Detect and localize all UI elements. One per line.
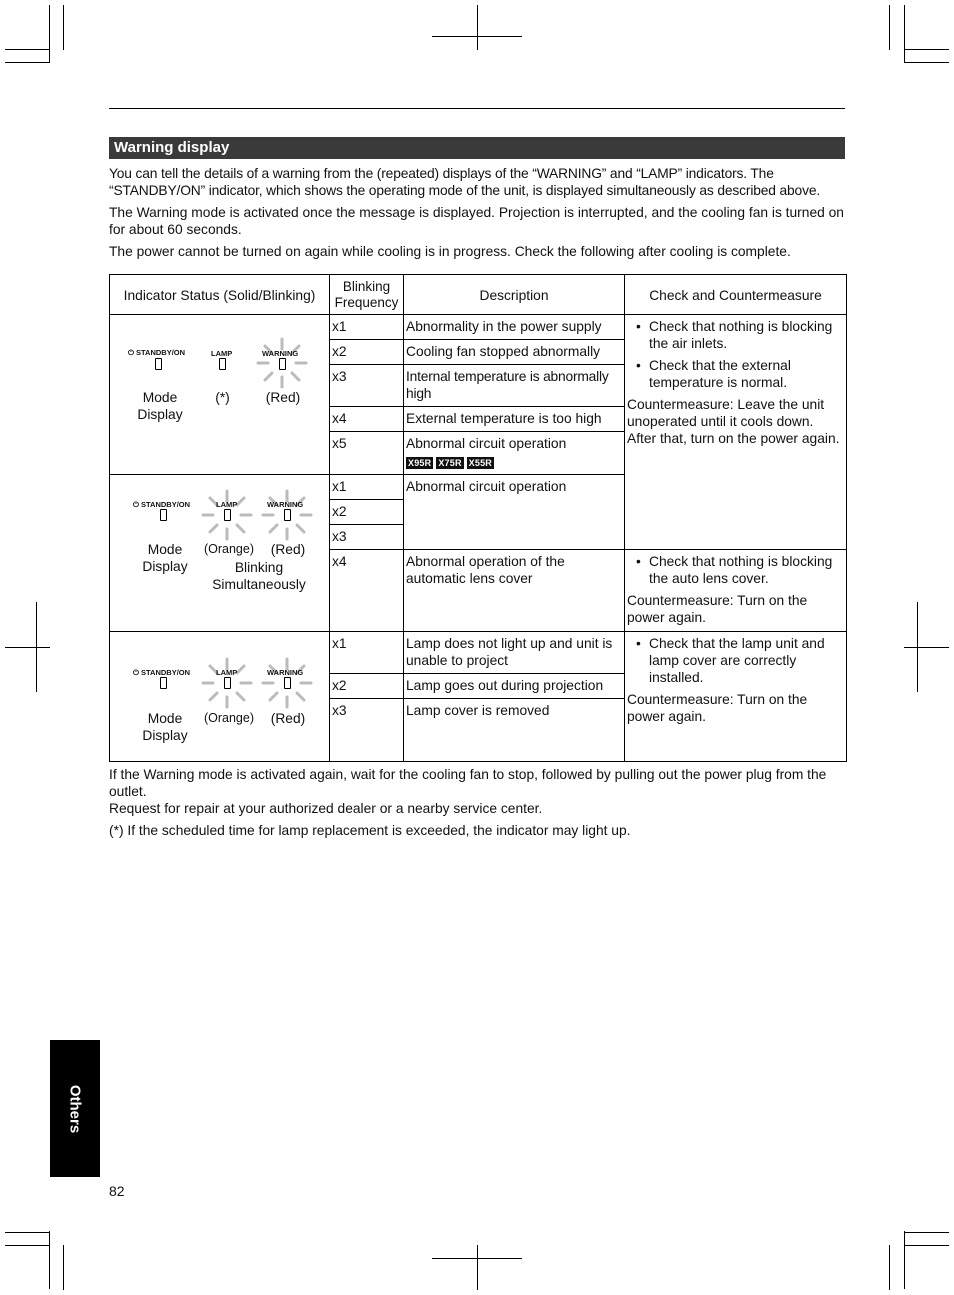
header-rule	[109, 108, 845, 109]
description-cell: Abnormal circuit operation	[404, 475, 625, 550]
mode-display-caption: Mode Display	[142, 711, 188, 743]
description-cell: Lamp does not light up and unit is unable to project	[404, 632, 625, 674]
table-row	[110, 315, 847, 340]
description-cell: Lamp goes out during projection	[404, 674, 625, 699]
page-number: 82	[109, 1183, 125, 1199]
note-3: (*) If the scheduled time for lamp replacement is exceeded, the indicator may light up.	[109, 823, 631, 838]
blinking-caption: Blinking Simultaneously	[212, 560, 306, 592]
power-icon: ⏻	[133, 500, 139, 509]
indicator-cell-group3	[110, 632, 330, 762]
warning-indicator-label: WARNING	[267, 668, 304, 677]
check-bullet: • Check that nothing is blocking the air inlets.	[636, 319, 833, 351]
lamp-lamp-icon	[219, 358, 226, 370]
check-bullet: • Check that nothing is blocking the auto lens cover.	[636, 554, 833, 586]
check-cell-b	[625, 550, 847, 632]
check-cell-c	[625, 632, 847, 762]
table-header-row	[110, 275, 847, 315]
description-text: Abnormal circuit operation	[406, 436, 567, 451]
frequency-cell: x2	[330, 500, 404, 525]
warning-lamp-icon	[284, 509, 291, 521]
warning-table	[109, 274, 847, 762]
lamp-indicator-label: LAMP	[216, 668, 238, 677]
check-bullet: • Check that the external temperature is normal.	[636, 358, 791, 390]
power-icon: ⏻	[133, 668, 139, 677]
intro-paragraph-2: The Warning mode is activated once the message is displayed. Projection is interrupted, and the cooling fan is turned on for about 60 seconds.	[109, 205, 844, 237]
standby-indicator-label: ⏻ STANDBY/ON	[133, 500, 191, 509]
frequency-cell: x3	[330, 699, 404, 762]
indicator-diagram-group1	[110, 315, 330, 474]
standby-indicator-label: ⏻ STANDBY/ON	[133, 668, 191, 677]
model-tag: X55R	[468, 458, 492, 468]
standby-indicator-label: ⏻ STANDBY/ON	[128, 348, 186, 357]
frequency-cell: x4	[330, 550, 404, 632]
frequency-cell: x1	[330, 475, 404, 500]
intro-paragraph-1: You can tell the details of a warning from the (repeated) displays of the “WARNING” and “LAMP” indicators. The “STANDBY/ON” indicator, which shows the operating mode of the unit, is displayed simultaneously as described above.	[109, 166, 821, 198]
description-cell: Internal temperature is abnormally high	[404, 365, 625, 407]
warning-lamp-icon	[284, 677, 291, 689]
warning-caption: (Red)	[270, 711, 306, 726]
model-tag: X95R	[408, 458, 432, 468]
lamp-caption: (*)	[215, 390, 230, 405]
lamp-indicator-label: LAMP	[211, 349, 233, 358]
warning-indicator-label: WARNING	[262, 349, 299, 358]
description-cell: External temperature is too high	[404, 407, 625, 432]
standby-lamp-icon	[155, 358, 162, 370]
check-bullet: • Check that the lamp unit and lamp cover are correctly installed.	[636, 636, 825, 685]
countermeasure-text: Countermeasure: Turn on the power again.	[627, 692, 808, 724]
standby-lamp-icon	[160, 677, 167, 689]
model-tags	[406, 453, 622, 466]
description-cell: Lamp cover is removed	[404, 699, 625, 762]
note-1: If the Warning mode is activated again, wait for the cooling fan to stop, followed by pulling out the power plug from the outlet.	[109, 767, 827, 799]
indicator-diagram-group2	[110, 475, 330, 631]
lamp-lamp-icon	[224, 509, 231, 521]
frequency-cell: x4	[330, 407, 404, 432]
frequency-cell: x2	[330, 340, 404, 365]
warning-lamp-icon	[279, 358, 286, 370]
lamp-caption: (Orange)	[203, 542, 255, 556]
frequency-cell: x1	[330, 315, 404, 340]
mode-display-caption: Mode Display	[137, 390, 183, 422]
side-tab-label: Others	[66, 1084, 84, 1133]
lamp-indicator-label: LAMP	[216, 500, 238, 509]
indicator-cell-group1	[110, 315, 330, 475]
header-frequency: Blinking Frequency	[330, 275, 404, 315]
mode-display-caption: Mode Display	[142, 542, 188, 574]
table-row	[110, 632, 847, 674]
warning-caption: (Red)	[265, 390, 301, 405]
description-cell: Abnormality in the power supply	[404, 315, 625, 340]
frequency-cell: x2	[330, 674, 404, 699]
description-cell: Abnormal operation of the automatic lens cover	[404, 550, 625, 632]
header-check: Check and Countermeasure	[625, 275, 847, 315]
header-description: Description	[404, 275, 625, 315]
intro-paragraph-3: The power cannot be turned on again while cooling is in progress. Check the following after cooling is complete.	[109, 244, 791, 259]
section-title: Warning display	[109, 137, 845, 159]
frequency-cell: x1	[330, 632, 404, 674]
header-indicator: Indicator Status (Solid/Blinking)	[110, 275, 330, 315]
frequency-cell: x3	[330, 525, 404, 550]
side-tab	[50, 1040, 100, 1177]
warning-caption: (Red)	[270, 542, 306, 557]
check-cell-a	[625, 315, 847, 550]
lamp-caption: (Orange)	[203, 711, 255, 725]
power-icon: ⏻	[128, 348, 134, 357]
indicator-diagram-group3	[110, 632, 330, 761]
frequency-cell: x5	[330, 432, 404, 475]
description-cell: Cooling fan stopped abnormally	[404, 340, 625, 365]
standby-lamp-icon	[160, 509, 167, 521]
countermeasure-text: Countermeasure: Turn on the power again.	[627, 593, 808, 625]
frequency-cell: x3	[330, 365, 404, 407]
model-tag: X75R	[438, 458, 462, 468]
countermeasure-text: Countermeasure: Leave the unit unoperated until it cools down. After that, turn on the power again.	[627, 397, 840, 446]
indicator-cell-group2	[110, 475, 330, 632]
description-cell	[404, 432, 625, 475]
lamp-lamp-icon	[224, 677, 231, 689]
warning-indicator-label: WARNING	[267, 500, 304, 509]
note-2: Request for repair at your authorized dealer or a nearby service center.	[109, 801, 543, 816]
